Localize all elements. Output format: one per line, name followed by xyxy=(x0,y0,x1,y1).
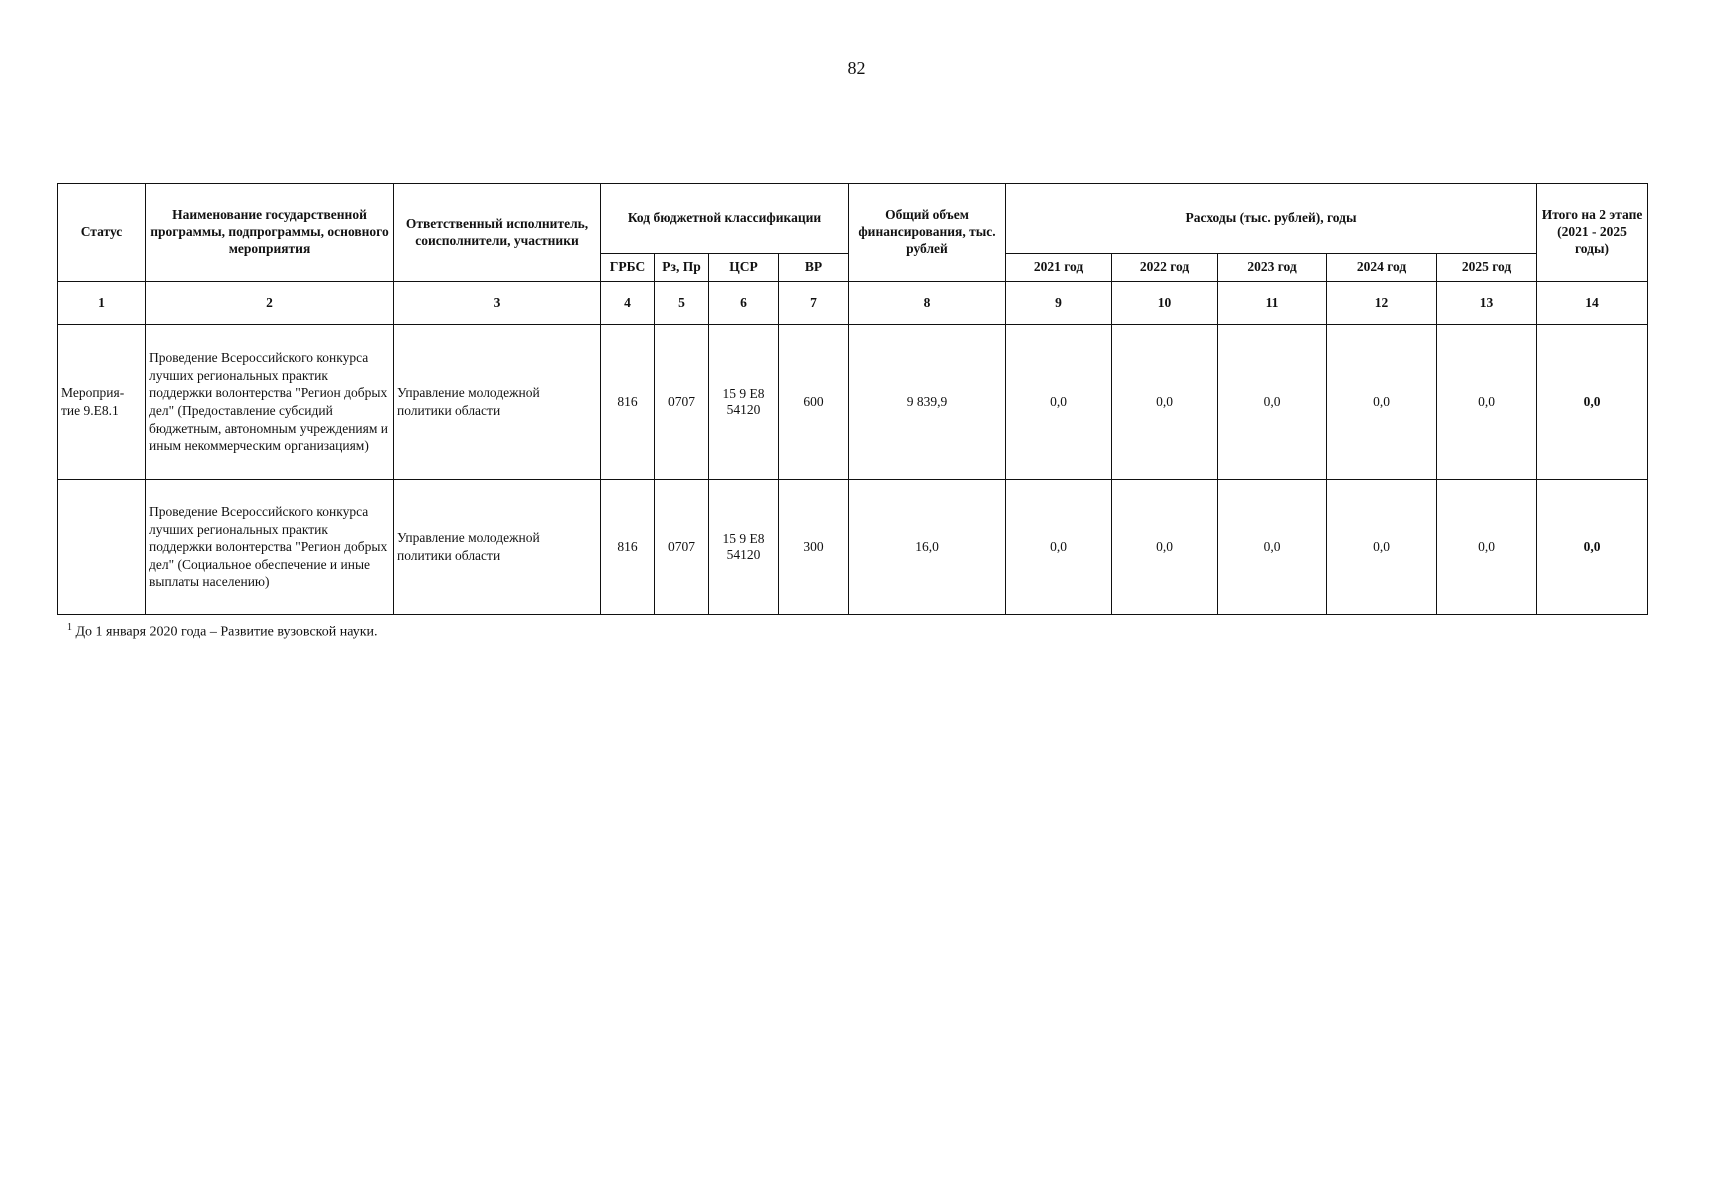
cell-2022: 0,0 xyxy=(1112,325,1218,480)
column-number: 3 xyxy=(394,282,601,325)
header-2022: 2022 год xyxy=(1112,254,1218,282)
cell-2025: 0,0 xyxy=(1437,325,1537,480)
cell-total: 16,0 xyxy=(849,480,1006,615)
page-number: 82 xyxy=(847,58,866,78)
header-2023: 2023 год xyxy=(1218,254,1327,282)
column-number: 1 xyxy=(58,282,146,325)
header-2024: 2024 год xyxy=(1327,254,1437,282)
cell-2024: 0,0 xyxy=(1327,480,1437,615)
header-expenses: Расходы (тыс. рублей), годы xyxy=(1006,184,1537,254)
budget-table xyxy=(57,183,1648,615)
column-number: 11 xyxy=(1218,282,1327,325)
column-number: 6 xyxy=(709,282,779,325)
header-stage-total: Итого на 2 этапе (2021 - 2025 годы) xyxy=(1537,184,1648,282)
column-number: 13 xyxy=(1437,282,1537,325)
header-csr: ЦСР xyxy=(709,254,779,282)
header-rzpr: Рз, Пр xyxy=(655,254,709,282)
cell-rzpr: 0707 xyxy=(655,325,709,480)
cell-total: 9 839,9 xyxy=(849,325,1006,480)
header-row xyxy=(58,184,1648,254)
table-row xyxy=(58,325,1648,480)
header-grbs: ГРБС xyxy=(601,254,655,282)
cell-vr: 300 xyxy=(779,480,849,615)
footnote-marker: 1 xyxy=(67,622,72,633)
header-total: Общий объем финансирования, тыс. рублей xyxy=(849,184,1006,282)
footnote-text: До 1 января 2020 года – Развитие вузовской науки. xyxy=(75,624,378,640)
column-number: 7 xyxy=(779,282,849,325)
cell-grbs: 816 xyxy=(601,325,655,480)
cell-2021: 0,0 xyxy=(1006,325,1112,480)
cell-2022: 0,0 xyxy=(1112,480,1218,615)
header-vr: ВР xyxy=(779,254,849,282)
header-budget-code: Код бюджетной классификации xyxy=(601,184,849,254)
cell-executor: Управление молодежной политики области xyxy=(394,325,601,480)
cell-2023: 0,0 xyxy=(1218,325,1327,480)
cell-stage-total: 0,0 xyxy=(1537,480,1648,615)
header-2025: 2025 год xyxy=(1437,254,1537,282)
cell-name: Проведение Всероссийского конкурса лучших региональных практик поддержки волонтерства "Регион добрых дел" (Социальное обеспечение и иные выплаты населению) xyxy=(146,480,394,615)
cell-2023: 0,0 xyxy=(1218,480,1327,615)
column-number: 8 xyxy=(849,282,1006,325)
column-number-row xyxy=(58,282,1648,325)
footnote xyxy=(67,622,378,641)
cell-status xyxy=(58,480,146,615)
cell-2025: 0,0 xyxy=(1437,480,1537,615)
column-number: 14 xyxy=(1537,282,1648,325)
column-number: 12 xyxy=(1327,282,1437,325)
cell-status: Мероприя-тие 9.Е8.1 xyxy=(58,325,146,480)
column-number: 2 xyxy=(146,282,394,325)
header-status: Статус xyxy=(58,184,146,282)
cell-name: Проведение Всероссийского конкурса лучших региональных практик поддержки волонтерства "Регион добрых дел" (Предоставление субсидий бюджетным, автономным учреждениям и иным некоммерческим организациям) xyxy=(146,325,394,480)
cell-stage-total: 0,0 xyxy=(1537,325,1648,480)
cell-2021: 0,0 xyxy=(1006,480,1112,615)
header-2021: 2021 год xyxy=(1006,254,1112,282)
cell-grbs: 816 xyxy=(601,480,655,615)
column-number: 10 xyxy=(1112,282,1218,325)
cell-executor: Управление молодежной политики области xyxy=(394,480,601,615)
column-number: 4 xyxy=(601,282,655,325)
table-row xyxy=(58,480,1648,615)
column-number: 5 xyxy=(655,282,709,325)
header-name: Наименование государственной программы, подпрограммы, основного мероприятия xyxy=(146,184,394,282)
cell-2024: 0,0 xyxy=(1327,325,1437,480)
cell-vr: 600 xyxy=(779,325,849,480)
cell-rzpr: 0707 xyxy=(655,480,709,615)
cell-csr: 15 9 E8 54120 xyxy=(709,325,779,480)
header-executor: Ответственный исполнитель, соисполнители, участники xyxy=(394,184,601,282)
column-number: 9 xyxy=(1006,282,1112,325)
cell-csr: 15 9 E8 54120 xyxy=(709,480,779,615)
